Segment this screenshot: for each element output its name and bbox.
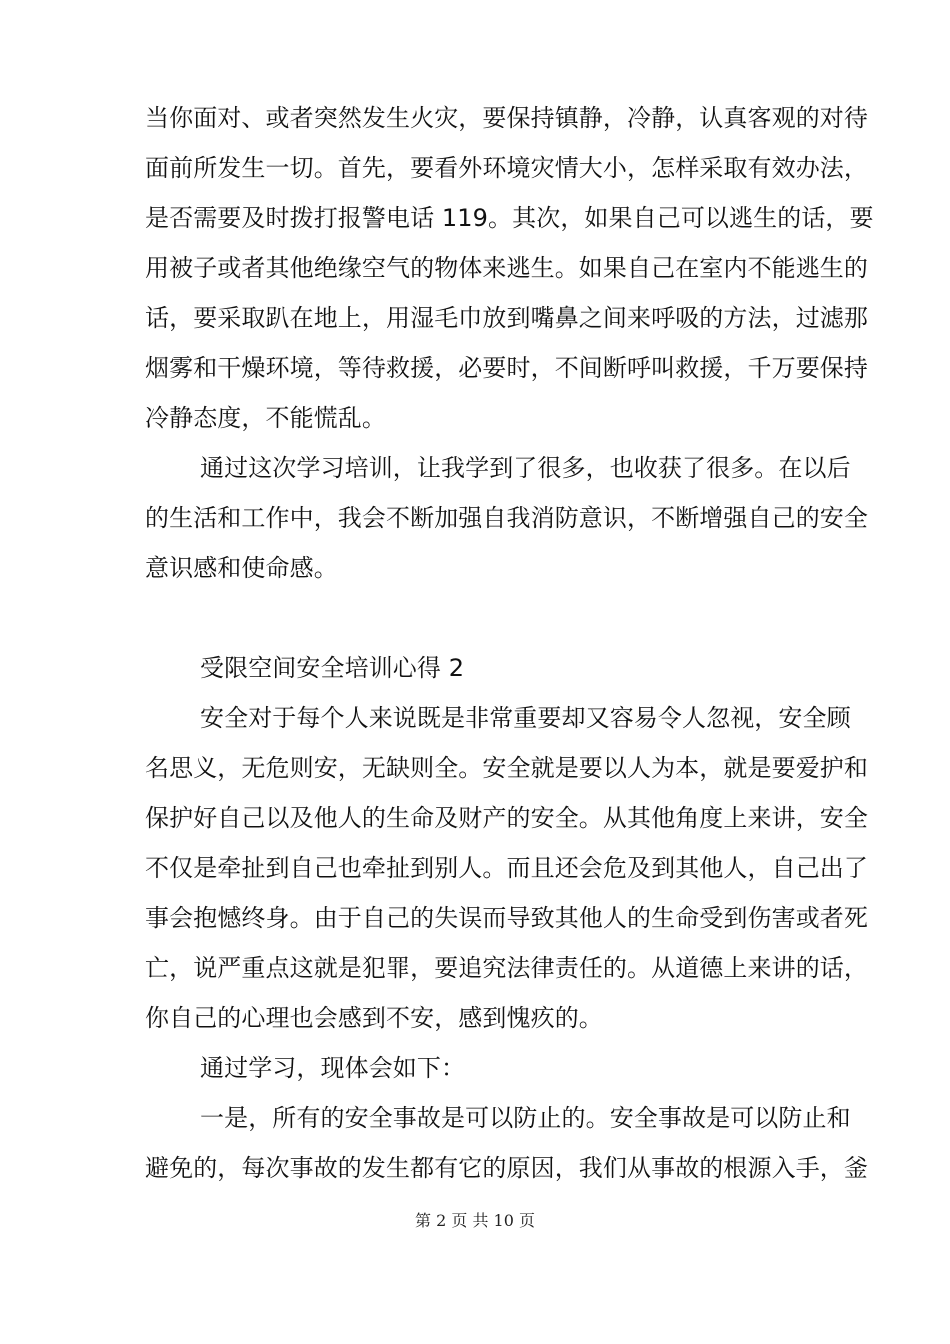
paragraph-line: 保护好自己以及他人的生命及财产的安全。从其他角度上来讲，安全	[145, 804, 868, 832]
paragraph-line: 烟雾和干燥环境，等待救援，必要时，不间断呼叫救援，千万要保持	[145, 354, 868, 382]
paragraph-line: 面前所发生一切。首先，要看外环境灾情大小，怎样采取有效办法，	[145, 154, 868, 182]
paragraph-line: 用被子或者其他绝缘空气的物体来逃生。如果自己在室内不能逃生的	[145, 254, 868, 282]
paragraph-line: 亡，说严重点这就是犯罪，要追究法律责任的。从道德上来讲的话，	[145, 954, 868, 982]
paragraph-line: 避免的，每次事故的发生都有它的原因，我们从事故的根源入手，釜	[145, 1154, 868, 1182]
paragraph-line: 事会抱憾终身。由于自己的失误而导致其他人的生命受到伤害或者死	[145, 904, 868, 932]
paragraph-line: 话，要采取趴在地上，用湿毛巾放到嘴鼻之间来呼吸的方法，过滤那	[145, 304, 868, 332]
paragraph-line: 通过这次学习培训，让我学到了很多，也收获了很多。在以后	[200, 454, 851, 482]
paragraph-line: 意识感和使命感。	[145, 554, 338, 582]
paragraph-line: 的生活和工作中，我会不断加强自我消防意识，不断增强自己的安全	[145, 504, 868, 532]
paragraph-line: 当你面对、或者突然发生火灾，要保持镇静，冷静，认真客观的对待	[145, 104, 868, 132]
paragraph-line: 冷静态度，不能慌乱。	[145, 404, 386, 432]
section-heading: 受限空间安全培训心得 2	[200, 654, 465, 682]
paragraph-line: 你自己的心理也会感到不安，感到愧疚的。	[145, 1004, 603, 1032]
paragraph-line: 一是，所有的安全事故是可以防止的。安全事故是可以防止和	[200, 1104, 851, 1132]
paragraph-line: 不仅是牵扯到自己也牵扯到别人。而且还会危及到其他人，自己出了	[145, 854, 868, 882]
paragraph-line: 名思义，无危则安，无缺则全。安全就是要以人为本，就是要爱护和	[145, 754, 868, 782]
page-number-footer: 第 2 页 共 10 页	[415, 1211, 535, 1230]
paragraph-line: 是否需要及时拨打报警电话 119。其次，如果自己可以逃生的话，要	[145, 204, 874, 232]
paragraph-line: 通过学习，现体会如下：	[200, 1054, 466, 1082]
paragraph-line: 安全对于每个人来说既是非常重要却又容易令人忽视，安全顾	[200, 704, 851, 732]
